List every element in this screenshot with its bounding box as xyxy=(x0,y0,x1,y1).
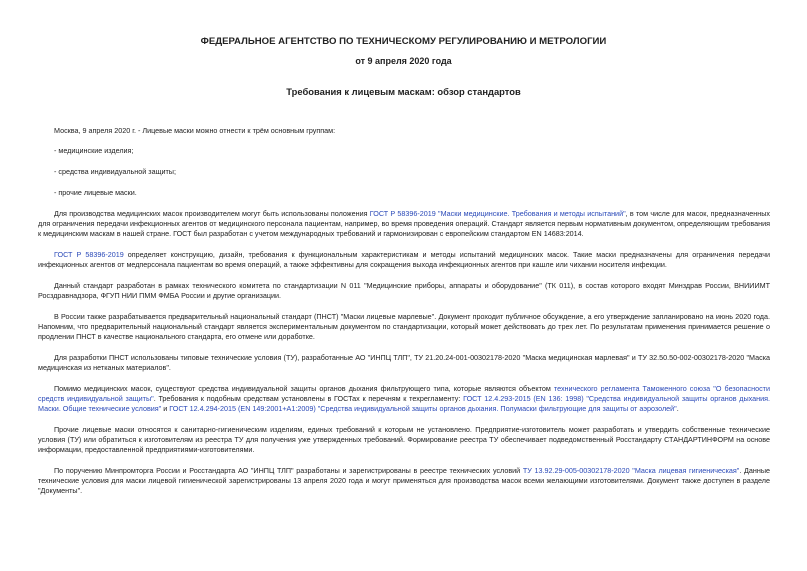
document-title: Требования к лицевым маскам: обзор стандартов xyxy=(286,86,521,97)
paragraph-4: В России также разрабатывается предварительный национальный стандарт (ПНСТ) "Маски лицевые марлевые". Документ проходит публичное обсуждение, а его утверждение запланировано на июнь 2020 года. Напомним, что предварительный национальный стандарт является экспериментальным документом по стандартизации, который может действовать до трех лет. По результатам применения принимается решение о продлении ПНСТ в качестве национального стандарта, его отмене или доработке. xyxy=(38,312,770,341)
group-item-medical: - медицинские изделия; xyxy=(54,146,134,155)
link-tu-mask[interactable]: ТУ 13.92.29-005-00302178-2020 "Маска лицевая гигиеническая" xyxy=(522,466,740,475)
intro-paragraph: Москва, 9 апреля 2020 г. - Лицевые маски можно отнести к трём основным группам: xyxy=(54,126,336,135)
agency-heading: ФЕДЕРАЛЬНОЕ АГЕНТСТВО ПО ТЕХНИЧЕСКОМУ РЕГУЛИРОВАНИЮ И МЕТРОЛОГИИ xyxy=(200,36,607,47)
paragraph-8: По поручению Минпромторга России и Росстандарта АО "ИНПЦ ТЛП" разработаны и зарегистрированы в реестре технических условий ТУ 13.92.29-005-00302178-2020 "Маска лицевая гигиеническая". Данные технические условия для маски лицевой гигиенической зарегистрированы 13 апреля 2020 года и могут применяться для производства масок всеми желающими изготовителями. Документ также доступен в разделе "Документы". xyxy=(38,466,770,495)
link-gost-12-4-293[interactable]: ГОСТ 12.4.293-2015 (EN 136: 1998) "Средства индивидуальной защиты органов дыхания. Маски. Общие технические условия" xyxy=(38,394,771,413)
paragraph-7: Прочие лицевые маски относятся к санитарно-гигиеническим изделиям, единых требований к которым не установлено. Предприятие-изготовитель может разработать и утвердить собственные технические условия (ТУ) или обратиться к изготовителям из реестра ТУ для получения уже утвержденных требований. Формирование реестра ТУ обеспечивает подведомственный Росстандарту СТАНДАРТИНФОРМ на основе информации, предоставленной предприятиями-изготовителями. xyxy=(38,425,770,454)
paragraph-3: Данный стандарт разработан в рамках технического комитета по стандартизации N 011 "Медицинские приборы, аппараты и оборудование" (ТК 011), в состав которого входят Минздрав России, ВНИИИМТ Росздравнадзора, ФГУП НИИ ПММ ФМБА России и другие организации. xyxy=(38,281,770,300)
paragraph-5: Для разработки ПНСТ использованы типовые технические условия (ТУ), разработанные АО "ИНПЦ ТЛП", ТУ 21.20.24-001-00302178-2020 "Маска медицинская марлевая" и ТУ 32.50.50-002-00302178-2020 "Маска медицинская из нетканых материалов". xyxy=(38,353,770,372)
link-tr-ts[interactable]: технического регламента Таможенного союза "О безопасности средств индивидуальной защиты" xyxy=(38,384,770,403)
paragraph-6: Помимо медицинских масок, существуют средства индивидуальной защиты органов дыхания фильтрующего типа, которые являются объектом технического регламента Таможенного союза "О безопасности средств индивидуальной защиты". Требования к подобным средствам установлены в ГОСТах к перечням к техрегламенту: ГОСТ 12.4.293-2015 (EN 136: 1998) "Средства индивидуальной защиты органов дыхания. Маски. Общие технические условия" и ГОСТ 12.4.294-2015 (EN 149:2001+A1:2009) "Средства индивидуальной защиты органов дыхания. Полумаски фильтрующие для защиты от аэрозолей". xyxy=(38,384,771,413)
link-gost-12-4-294[interactable]: ГОСТ 12.4.294-2015 (EN 149:2001+A1:2009) "Средства индивидуальной защиты органов дыхания. Полумаски фильтрующие для защиты от аэрозолей" xyxy=(169,404,677,413)
link-gost-58396-2[interactable]: ГОСТ Р 58396-2019 xyxy=(54,250,124,259)
group-item-ppe: - средства индивидуальной защиты; xyxy=(54,167,176,176)
document-date: от 9 апреля 2020 года xyxy=(355,56,452,66)
link-gost-58396[interactable]: ГОСТ Р 58396-2019 "Маски медицинские. Требования и методы испытаний" xyxy=(369,209,626,218)
paragraph-2: ГОСТ Р 58396-2019 определяет конструкцию, дизайн, требования к функциональным характеристикам и методы испытаний медицинских масок. Такие маски предназначены для ограничения передачи инфекционных агентов от медперсонала пациентам во время операций, а также эффективны для сокращения выхода инфекционных агентов при кашле или чихании носителя инфекции. xyxy=(38,250,771,269)
group-item-other: - прочие лицевые маски. xyxy=(54,188,137,197)
paragraph-1: Для производства медицинских масок производителем могут быть использованы положения ГОСТ Р 58396-2019 "Маски медицинские. Требования и методы испытаний", в том числе для масок, предназначенных для ограничения передачи инфекционных агентов от медицинского персонала пациентам, например, во время проведения операций. Стандарт является первым нормативным документом, определяющим требования к медицинским маскам в нашей стране. ГОСТ был разработан с учетом международных требований и гармонизирован с европейским стандартом EN 14683:2014. xyxy=(38,209,770,238)
